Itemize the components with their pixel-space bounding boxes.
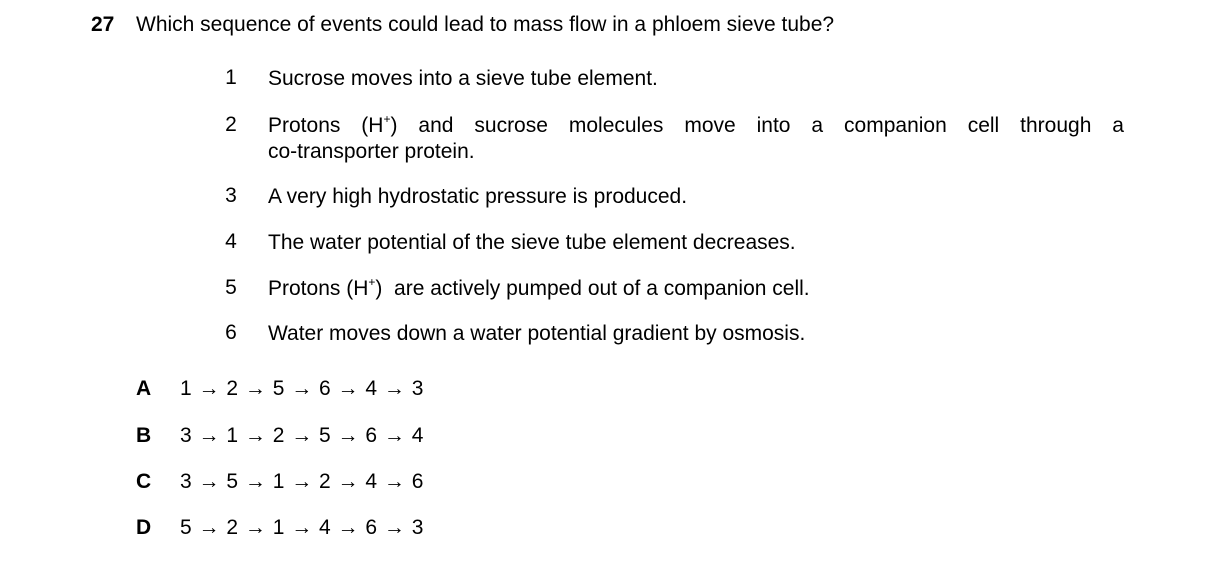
option-letter: A (136, 377, 152, 400)
option-letter: C (136, 470, 152, 493)
statement-text (268, 276, 1124, 302)
statement-number: 4 (225, 230, 237, 253)
statement-number: 6 (225, 321, 237, 344)
superscript-plus: + (383, 112, 391, 126)
statement-line-1 (268, 113, 1124, 139)
statement-text: Water moves down a water potential gradient by osmosis. (268, 322, 806, 345)
statement-number: 2 (225, 113, 237, 136)
statement-text-pre: Protons (H (268, 114, 384, 137)
statement-number: 1 (225, 66, 237, 89)
statement-text: Sucrose moves into a sieve tube element. (268, 67, 658, 90)
question-text: Which sequence of events could lead to mass flow in a phloem sieve tube? (136, 13, 835, 36)
option-sequence: 3 → 1 → 2 → 5 → 6 → 4 (180, 424, 424, 447)
statement-text (268, 113, 1124, 165)
superscript-plus: + (368, 275, 376, 289)
question-number: 27 (91, 13, 115, 36)
option-sequence: 1 → 2 → 5 → 6 → 4 → 3 (180, 377, 424, 400)
statement-number: 3 (225, 184, 237, 207)
statement-text-post: ) are actively pumped out of a companion cell. (375, 277, 810, 300)
statement-text: A very high hydrostatic pressure is produced. (268, 185, 688, 208)
option-letter: D (136, 516, 152, 539)
option-sequence: 5 → 2 → 1 → 4 → 6 → 3 (180, 516, 424, 539)
option-letter: B (136, 424, 152, 447)
statement-text: The water potential of the sieve tube element decreases. (268, 231, 796, 254)
statement-line-2: co-transporter protein. (268, 140, 475, 163)
statement-text-post: ) and sucrose molecules move into a companion cell through a (390, 114, 1124, 137)
option-sequence: 3 → 5 → 1 → 2 → 4 → 6 (180, 470, 424, 493)
statement-number: 5 (225, 276, 237, 299)
statement-text-pre: Protons (H (268, 277, 369, 300)
